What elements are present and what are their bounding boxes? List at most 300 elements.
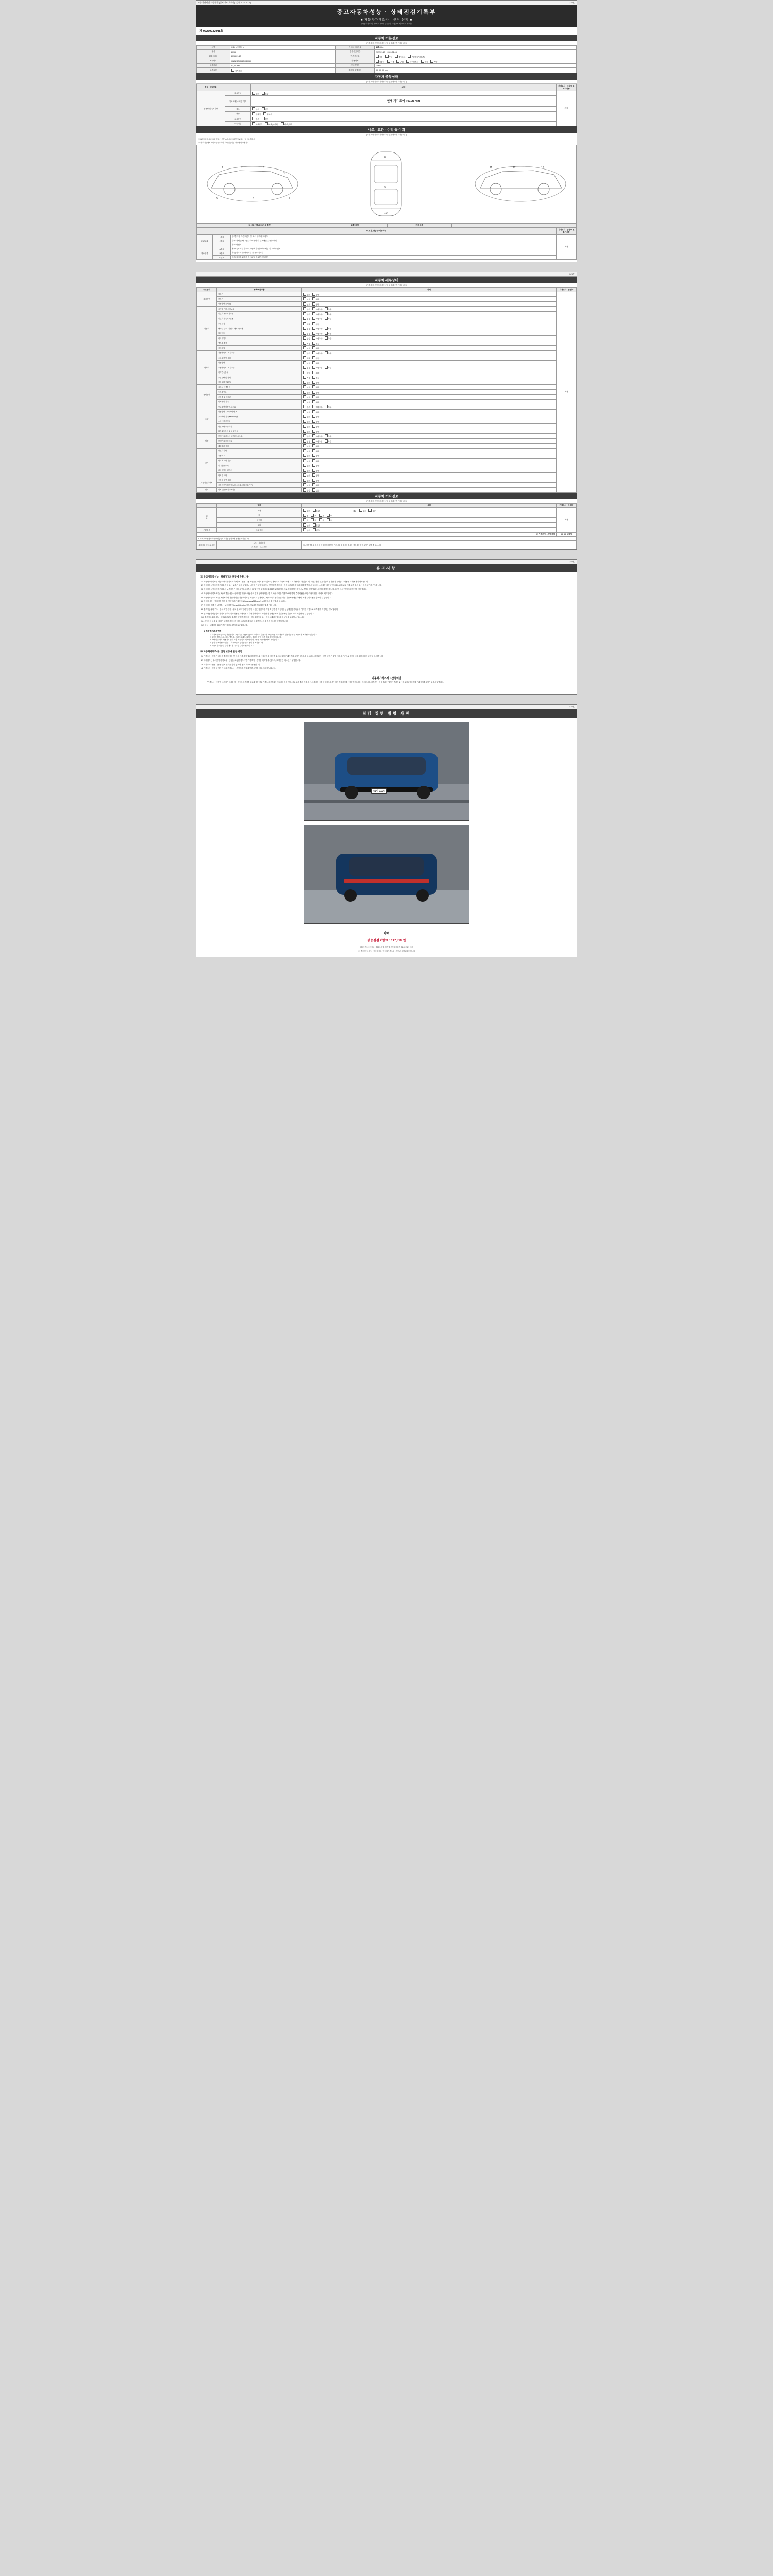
detail-item-6-2: 와이퍼 모터 기능 — [217, 458, 302, 463]
detail-state-6-4: 양호 불량 — [302, 468, 557, 473]
table-row — [197, 395, 577, 400]
table-row — [197, 287, 577, 292]
checkbox-self-warranty[interactable] — [231, 69, 234, 72]
checkbox-2-3-1[interactable] — [312, 366, 315, 369]
checkbox-4-2-0[interactable] — [303, 415, 306, 418]
svg-text:2: 2 — [241, 166, 243, 170]
special-sub-1: 가격조사 · 조사산정 — [217, 545, 302, 549]
table-row — [197, 59, 577, 64]
basic-label2-4: 원동기형식 — [336, 64, 375, 68]
checkbox-fuel-etc[interactable] — [430, 60, 433, 63]
notice-heading-2: ※ 자동차가격조사 · 산정 보증에 관한 사항 — [200, 650, 243, 653]
section-overall-note: (가격조사·산정자가 해당사항 있을때에만 기재합니다) — [196, 80, 577, 84]
overall-state-4: 없음 있음 — [251, 116, 557, 122]
table-row — [197, 444, 577, 449]
checkbox-1-6-1[interactable] — [312, 336, 315, 340]
checkbox-7-1-0[interactable] — [303, 483, 306, 486]
form-reference: 자동차관리법 시행규칙 [별지 제82호서식] (앞쪽 2021.1.13.) — [198, 1, 251, 4]
checkbox-recall-done[interactable] — [281, 122, 284, 125]
checkbox-1-2-2[interactable] — [325, 317, 328, 320]
checkbox-5-1-0[interactable] — [303, 439, 306, 443]
notice-list-3-item-1: 2. 매매업자는 매수인이 가격조사 · 산정을 요청한 경우에만 가격조사 · 산정을 의뢰할 수 있으며, 그 비용은 매수인이 부담합니다. — [201, 659, 301, 662]
detail-state-0-2: 양호 불량 — [302, 301, 557, 307]
checkbox-6-1-1[interactable] — [312, 454, 315, 457]
detail-group-2: 변속기 — [197, 350, 217, 385]
basic-label2-3: 사용연료 — [336, 59, 375, 64]
checkbox-1-8-1[interactable] — [312, 346, 315, 349]
checkbox-4-0-2[interactable] — [325, 405, 328, 408]
detail-item-4-0: 동력조향 작동 오일누유 — [217, 404, 302, 410]
detail-state-6-0: 양호 불량 — [302, 448, 557, 453]
checkbox-recall-na[interactable] — [252, 122, 255, 125]
basic-info-table — [196, 45, 577, 73]
checkbox-3-0-0[interactable] — [303, 385, 306, 388]
accident-summary-table — [196, 223, 577, 228]
notice-list-1-item-2: 3. 자동차성능상태점검기록부의 보증기간은 자동차인도일로부터 30일 이상, 주행거리 2,000킬로미터 이상으로 설정하여야 하며, 보증책임 선택범위에서 이행하여야 합니다. 다만, 그 중 먼저 도래한 것을 적용합니다. — [201, 588, 367, 591]
parts-right-value: 적정 — [557, 234, 577, 259]
checkbox-tire-rear[interactable] — [311, 518, 314, 521]
checkbox-3-2-1[interactable] — [312, 395, 315, 398]
checkbox-interior-good[interactable] — [359, 509, 362, 512]
checkbox-0-1-1[interactable] — [312, 297, 315, 300]
checkbox-1-6-2[interactable] — [325, 336, 328, 340]
footnote-2: [주] 중고자동차성능 · 상태점 검표 ( 자동차가격조사 · 산정 ) 산정결과 확인합니다. — [357, 950, 416, 953]
detail-state-1-0: 없음 미세누유 누유 — [302, 307, 557, 312]
table-row — [197, 487, 577, 493]
checkbox-1-7-0[interactable] — [303, 342, 306, 345]
detail-item-6-4: 라디에이터 팬 모터 — [217, 468, 302, 473]
part-rank-4: B랭크 — [213, 251, 231, 255]
sheet-4 — [196, 704, 577, 957]
detail-state-5-0: 없음 미세누유 누유 — [302, 434, 557, 439]
checkbox-2-1-0[interactable] — [303, 356, 306, 359]
etc-state-2: 전 후 좌 우 — [302, 518, 557, 523]
checkbox-6-5-1[interactable] — [312, 473, 315, 477]
checkbox-wheel-front[interactable] — [303, 514, 306, 517]
part-rank-5: C랭크 — [213, 255, 231, 259]
table-row — [197, 336, 577, 341]
checkbox-4-3-0[interactable] — [303, 420, 306, 423]
mileage-box: 현재 계기 표시 : 91,257km — [273, 97, 534, 105]
checkbox-4-1-1[interactable] — [312, 410, 315, 413]
checkbox-1-0-1[interactable] — [312, 307, 315, 310]
checkbox-1-5-0[interactable] — [303, 332, 306, 335]
etc-basic-item: 보유상태 — [217, 528, 302, 533]
checkbox-2-3-0[interactable] — [303, 366, 306, 369]
checkbox-3-1-0[interactable] — [303, 391, 306, 394]
checkbox-3-3-0[interactable] — [303, 400, 306, 403]
notice-list-3-item-2: 3. 가격조사 · 산정 내용은 법적 효력을 갖지 않으며, 참고 자료로 활용됩니다. — [201, 663, 261, 666]
table-row — [197, 458, 577, 463]
checkbox-recall-notdone[interactable] — [265, 122, 268, 125]
basic-value-2: 2016-01-17 — [230, 54, 336, 59]
checkbox-hybrid[interactable] — [406, 60, 409, 63]
checkbox-1-2-0[interactable] — [303, 317, 306, 320]
checkbox-8-0-0[interactable] — [303, 488, 306, 492]
checkbox-glass-bad[interactable] — [313, 523, 316, 527]
checkbox-2-3-2[interactable] — [325, 366, 328, 369]
detail-item-1-0: 로커암 커버 오일누유 — [217, 307, 302, 312]
checkbox-2-6-0[interactable] — [303, 381, 306, 384]
special-text: 튜닝불법여부 있음, 성능·상태점검기록부란 기재사항 및 중고차 특성상 비용부담 항목 도색은 있을 수 있습니다. — [302, 540, 577, 549]
checkbox-exterior-bad[interactable] — [313, 509, 316, 512]
table-row — [197, 292, 577, 297]
table-row — [197, 239, 577, 243]
overall-state-2: 없음 있음 — [251, 107, 557, 112]
table-row — [197, 508, 577, 513]
table-row — [197, 297, 577, 302]
table-row — [197, 255, 577, 259]
svg-text:5: 5 — [216, 197, 218, 200]
overall-item-1: 사고·교환·수리 등 이력 — [225, 96, 251, 107]
checkbox-4-5-1[interactable] — [312, 430, 315, 433]
checkbox-3-0-1[interactable] — [312, 385, 315, 388]
etc-basic-label: 기본품목 — [197, 528, 217, 533]
page-title: 중고자동차성능 · 상태점검기록부 — [337, 9, 436, 15]
checkbox-option-none[interactable] — [252, 117, 255, 120]
checkbox-basic-none[interactable] — [303, 528, 306, 531]
checkbox-2-4-0[interactable] — [303, 371, 306, 374]
table-row — [197, 540, 577, 545]
checkbox-auto[interactable] — [376, 55, 379, 58]
table-row — [197, 307, 577, 312]
table-row — [197, 536, 577, 540]
checkbox-2-1-1[interactable] — [312, 356, 315, 359]
checkbox-5-1-1[interactable] — [312, 439, 315, 443]
table-row — [197, 355, 577, 361]
notice-list-1-item-9: 10. 중고자동차의 성능 · 상태와 관련된 분쟁이 발생한 경우에는 한국소비자원 또는 자동차매매사업조합에 상담을 요청할 수 있습니다. — [201, 616, 305, 619]
checkbox-6-0-0[interactable] — [303, 449, 306, 452]
checkbox-2-0-0[interactable] — [303, 351, 306, 354]
section-basic-note: (가격조사·산정자가 해당사항 있을때에만 기재합니다) — [196, 41, 577, 45]
photo-front-graphic — [304, 722, 469, 820]
checkbox-2-5-0[interactable] — [303, 376, 306, 379]
oath-body: "가격조사 · 산정"은 소비자가 매매하려는 자동차의 가격을 알고자 하는 경우 가격조사·산정자가 자동차의 성능·상태, 사고·교환·수리 이력, 옵션, 주행거리 등을 종합적으로 조사하여 적정 가격을 산정하여 제시하는 제도입니다. 가격조사 · 산정 결과는 법적 구속력이 없는 참고자료이며 실제 거래금액과 차이가 있을 수 있습니다. — [207, 681, 444, 684]
checkbox-1-3-0[interactable] — [303, 322, 306, 325]
notice-list-3 — [196, 655, 577, 671]
part-group-0: 외판부위 — [197, 234, 213, 247]
sheet-4-header — [196, 705, 577, 709]
detail-item-4-3: 스티어링 조인트 — [217, 419, 302, 424]
notice-list-1-item-3: 4. 자동차매매업자 또는 보증기관은 성능 · 상태점검내용과 자동차의 실제 상태가 다른 경우 보증 수리를 이행하여야 하며, 수리비용은 보증기관의 범위 내에서 처리됩니다. — [201, 592, 333, 595]
notice-list-2-item-3: 4) 점검 시 확인할 수 없는 내부 구조물의 결함은 별도 협의 후 처리합니다. — [210, 641, 264, 644]
car-damage-diagram — [196, 145, 577, 223]
checkbox-6-2-1[interactable] — [312, 459, 315, 462]
checkbox-1-4-0[interactable] — [303, 327, 306, 330]
checkbox-4-5-0[interactable] — [303, 430, 306, 433]
checkbox-0-0-0[interactable] — [303, 293, 306, 296]
table-row — [197, 365, 577, 370]
detail-state-0-0: 양호 불량 — [302, 292, 557, 297]
checkbox-semiauto[interactable] — [395, 55, 398, 58]
accident-legend-2: ※ 하부 점검에서 육안가능구조이며, 기타 위별적인 상태에 변화에 참고 — [198, 141, 249, 144]
notice-list-1-item-8: 9. 중고자동차성능상태점검기록부의 기재내용을 고객에게 고지하지 아니하고 계약한 경우에는 소비자분쟁해결기준에 따라 배상받을 수 있습니다. — [201, 612, 314, 615]
etc-state-0: 양호 불량 내관 양호 불량 — [302, 508, 557, 513]
checkbox-6-3-0[interactable] — [303, 464, 306, 467]
footnote-1: [주] 가격조사산정료 : 제50조에 및 공단 및 산정료에 따른 제120조4에 의거 — [360, 946, 413, 949]
checkbox-wheel-right[interactable] — [327, 514, 330, 517]
detail-state-4-5: 양호 불량 — [302, 429, 557, 434]
table-row — [197, 424, 577, 429]
checkbox-1-8-0[interactable] — [303, 346, 306, 349]
detail-item-1-7: 냉각수 수량 — [217, 341, 302, 346]
part-list-0: ① 후드 ② 프론트팬더 ③ 도어 ④ 트렁크리드 — [231, 234, 557, 239]
diagram-top-view — [347, 148, 425, 220]
notice-list-1-item-0: 1. 자동차매매업자는 성능 · 상태점검기록부(제1조 · 산정 내용 포함)를 고객이 볼 수 있도록 게시하고 자동차 거래 시 교부할 의무가 있습니다. 다만, 점검 유효기간이 경과한 경우에는 그 내용을 고객에게 알려야 합니다. — [201, 580, 369, 583]
checkbox-diesel[interactable] — [387, 60, 390, 63]
page-number: (1/4면) — [568, 1, 575, 4]
detail-item-3-2: 추진축 및 베어링 — [217, 395, 302, 400]
checkbox-tire-front[interactable] — [303, 518, 306, 521]
table-row — [197, 64, 577, 68]
notice-list-1-item-1: 2. 자동차성능상태점검기록부 작성 또는 교부가 되지 않았거나 내용과 사실이 다르거나 부정확한 경우에는 자동차관리법에 따라 제재를 받을 수 있으며, 소비자는 자동차인도일로부터 30일 이내 보증 수리 또는 비용 청구가 가능합니다. — [201, 584, 382, 587]
table-row — [197, 414, 577, 419]
checkbox-5-2-1[interactable] — [312, 444, 315, 447]
parts-right-col: 가격조사 · 산정액 및 특기사항 — [557, 228, 577, 234]
table-row — [197, 434, 577, 439]
checkbox-5-0-1[interactable] — [312, 434, 315, 437]
checkbox-1-0-0[interactable] — [303, 307, 306, 310]
checkbox-5-0-0[interactable] — [303, 434, 306, 437]
table-row — [197, 522, 577, 528]
checkbox-2-6-1[interactable] — [312, 381, 315, 384]
detail-col-0: 주요장치 — [197, 287, 217, 292]
table-row — [197, 46, 577, 50]
detail-item-5-1: 브레이크 오일 누유 — [217, 438, 302, 444]
checkbox-1-5-2[interactable] — [325, 332, 328, 335]
page-number-2: (2/4면) — [568, 272, 575, 275]
detail-group-3: 동력전달 — [197, 385, 217, 404]
document-number-label: 제 — [199, 30, 203, 33]
photo-section-title: 점검 장면 촬영 사진 — [196, 709, 577, 718]
checkbox-2-2-0[interactable] — [303, 361, 306, 364]
svg-text:6: 6 — [253, 197, 254, 200]
accident-col-2: 판금·용접 — [388, 223, 452, 227]
page-subtitle: ■ 자동차가격조사 · 산정 선택 ■ — [360, 19, 413, 22]
checkbox-0-2-0[interactable] — [303, 302, 306, 306]
section-overall-title: 자동차 종합상태 — [196, 73, 577, 80]
checkbox-1-1-2[interactable] — [325, 312, 328, 315]
basic-label2-1: 검사유효기간 — [336, 50, 375, 54]
detail-state-2-0: 없음 미세누유 누유 — [302, 350, 557, 355]
table-row — [197, 346, 577, 351]
checkbox-6-0-1[interactable] — [312, 449, 315, 452]
detail-item-4-1: 작동상태 - 스티어링 펌프 — [217, 409, 302, 414]
part-rank-0: 1랭크 — [213, 234, 231, 239]
checkbox-1-4-1[interactable] — [312, 327, 315, 330]
detail-state-3-0: 양호 불량 — [302, 385, 557, 390]
checkbox-6-5-0[interactable] — [303, 473, 306, 477]
notice-title: 유의사항 — [196, 564, 577, 572]
part-list-3: ⑩ 프론트패널 ⑪ 크로스멤버 ⑫ 인사이드패널 ⑬ 사이드멤버 — [231, 247, 557, 251]
checkbox-gasoline[interactable] — [376, 60, 379, 63]
total-label: ※ 가격조사 · 산정 금액 — [197, 532, 557, 536]
checkbox-0-1-0[interactable] — [303, 297, 306, 300]
detail-state-2-1: 적정 부족 — [302, 355, 557, 361]
detail-item-6-3: 실내송풍 모터 — [217, 463, 302, 468]
overall-item-4: 주요옵션 — [225, 116, 251, 122]
checkbox-flood-none[interactable] — [252, 107, 255, 110]
checkbox-0-2-1[interactable] — [312, 302, 315, 306]
part-rank-2 — [213, 243, 231, 247]
detail-state-4-0: 없음 미세누유 누유 — [302, 404, 557, 410]
notice-list-2-item-1: 2) 소모성 부품(오일, 필터, 냉각수, 브레이크 패드, 타이어, 배터리 등)은 보증 범위에서 제외됩니다. — [210, 636, 282, 639]
checkbox-8-0-1[interactable] — [312, 488, 315, 492]
checkbox-4-1-0[interactable] — [303, 410, 306, 413]
checkbox-1-0-2[interactable] — [325, 307, 328, 310]
checkbox-1-4-2[interactable] — [325, 327, 328, 330]
table-row — [197, 68, 577, 73]
checkbox-0-0-1[interactable] — [312, 293, 315, 296]
checkbox-4-3-1[interactable] — [312, 420, 315, 423]
detail-state-5-1: 없음 미세누유 누유 — [302, 438, 557, 444]
checkbox-interior-bad[interactable] — [368, 509, 372, 512]
checkbox-2-5-1[interactable] — [312, 376, 315, 379]
checkbox-6-3-1[interactable] — [312, 464, 315, 467]
inspection-photo-rear — [304, 825, 469, 924]
checkbox-7-0-1[interactable] — [312, 479, 315, 482]
checkbox-1-3-1[interactable] — [312, 322, 315, 325]
detail-item-0-2: 작동상태(공회전) — [217, 301, 302, 307]
checkbox-5-1-2[interactable] — [325, 439, 328, 443]
checkbox-3-3-1[interactable] — [312, 400, 315, 403]
document-banner — [196, 5, 577, 27]
detail-state-1-4: 없음 미세누수 누수 — [302, 326, 557, 331]
sheet-3 — [196, 559, 577, 696]
checkbox-3-2-0[interactable] — [303, 395, 306, 398]
detail-group-6: 전기 — [197, 448, 217, 478]
page-legal-note: (자동차관리법 제58조 제1항, 같은 법 시행규칙 제120조 제1항) — [361, 23, 412, 25]
checkbox-3-1-1[interactable] — [312, 391, 315, 394]
detail-item-6-1: 시동 모터 — [217, 453, 302, 459]
checkbox-6-4-0[interactable] — [303, 469, 306, 472]
checkbox-5-0-2[interactable] — [325, 434, 328, 437]
section-etc-note: (가격조사·산정자가 해당사항 있을때에만 기재합니다) — [196, 499, 577, 503]
checkbox-4-0-1[interactable] — [312, 405, 315, 408]
svg-text:7: 7 — [289, 197, 290, 200]
detail-state-1-3: 적정 부족 — [302, 321, 557, 326]
detail-item-2-6: 작동상태(공회전) — [217, 380, 302, 385]
detail-state-2-2: 양호 불량 — [302, 360, 557, 365]
checkbox-2-0-2[interactable] — [325, 351, 328, 354]
notice-list-1-item-7: 8. 중고자동차의 구조 · 장치 확인 검사 · 사고 및 교체이력 등 기재 내용은 점검자가 직접 확인한 후 자동차성능상태점검기록부에 기재한 사항으로 고객에게 제공하는 정보입니다. — [201, 608, 339, 611]
checkbox-color-neutral[interactable] — [252, 112, 255, 115]
checkbox-bad[interactable] — [262, 92, 265, 95]
checkbox-6-2-0[interactable] — [303, 459, 306, 462]
overall-right-value: 적정 — [557, 91, 577, 126]
etc-item-1: 휠 — [217, 513, 302, 518]
svg-text:11: 11 — [490, 166, 493, 170]
detail-col-1: 항목/해당부품 — [217, 287, 302, 292]
checkbox-good[interactable] — [252, 92, 255, 95]
detail-item-1-4: 냉각수 누수 - 실린더 헤드/가스켓 — [217, 326, 302, 331]
detail-item-2-1: 오일유량 및 상태 — [217, 355, 302, 361]
checkbox-1-2-1[interactable] — [312, 317, 315, 320]
detail-item-7-0: 충전구 절연 상태 — [217, 478, 302, 483]
table-row — [197, 251, 577, 255]
table-row — [197, 107, 577, 112]
etc-item-2: 타이어 — [217, 518, 302, 523]
checkbox-exterior-good[interactable] — [303, 509, 306, 512]
checkbox-cvt[interactable] — [408, 55, 411, 58]
checkbox-4-2-1[interactable] — [312, 415, 315, 418]
sheet-1-header — [196, 1, 577, 5]
checkbox-4-0-0[interactable] — [303, 405, 306, 408]
notice-list-1-item-5: 6. 자동차 성능 · 상태점검 이력 및 정비이력은 자동차365(www.car365.go.kr) 누리집에서 확인할 수 있습니다. — [201, 600, 287, 603]
checkbox-electric[interactable] — [421, 60, 424, 63]
svg-text:4: 4 — [283, 171, 285, 175]
basic-label-1: 연식 — [197, 50, 230, 54]
detail-state-1-6: 없음 미세누수 누수 — [302, 336, 557, 341]
checkbox-7-1-1[interactable] — [312, 483, 315, 486]
part-list-4: ⑭ 휠하우스 ⑮ 대시패널 ⑯ 플로어패널 — [231, 251, 557, 255]
parts-title: ※ 교환, 판금 등 이상 부위 — [197, 228, 557, 234]
section-detail-note: (가격조사·산정자가 해당사항 있을때에만 기재합니다) — [196, 283, 577, 287]
checkbox-2-4-1[interactable] — [312, 371, 315, 374]
page-number-3: (3/4면) — [568, 560, 575, 563]
checkbox-color-chromatic[interactable] — [263, 112, 266, 115]
svg-text:12: 12 — [513, 166, 516, 170]
detail-state-4-2: 양호 불량 — [302, 414, 557, 419]
checkbox-tire-left[interactable] — [319, 518, 322, 521]
checkbox-option-yes[interactable] — [262, 117, 265, 120]
checkbox-basic-yes[interactable] — [313, 528, 316, 531]
basic-value-0: (K6) (4도어급 ) — [230, 46, 336, 50]
checkbox-4-4-0[interactable] — [303, 425, 306, 428]
checkbox-wheel-rear[interactable] — [311, 514, 314, 517]
detail-item-5-0: 브레이크 마스터 실린더오일누유 — [217, 434, 302, 439]
table-row — [197, 453, 577, 459]
checkbox-6-1-0[interactable] — [303, 454, 306, 457]
checkbox-tire-right[interactable] — [327, 518, 330, 521]
total-value: 0 0 0 0 0 원정 — [557, 532, 577, 536]
checkbox-1-1-0[interactable] — [303, 312, 306, 315]
detail-item-4-5: 타이로드엔드 및 볼 조인트 — [217, 429, 302, 434]
accident-col-1: 교환(교체) — [323, 223, 388, 227]
checkbox-manual[interactable] — [385, 55, 389, 58]
checkbox-1-1-1[interactable] — [312, 312, 315, 315]
checkbox-2-2-1[interactable] — [312, 361, 315, 364]
checkbox-1-5-1[interactable] — [312, 332, 315, 335]
table-row — [197, 478, 577, 483]
checkbox-1-6-0[interactable] — [303, 336, 306, 340]
checkbox-flood-yes[interactable] — [262, 107, 265, 110]
checkbox-4-4-1[interactable] — [312, 425, 315, 428]
checkbox-6-4-1[interactable] — [312, 469, 315, 472]
table-row — [197, 326, 577, 331]
section-etc-title: 자동차 기타정보 — [196, 493, 577, 499]
checkbox-glass-good[interactable] — [303, 523, 306, 527]
detail-group-7: 고전원전기장치 — [197, 478, 217, 487]
detail-item-6-0: 발전기 출력 — [217, 448, 302, 453]
detail-state-6-1: 양호 불량 — [302, 453, 557, 459]
inspection-fee: 성능점검보험료 : 117,810 원 — [367, 939, 406, 943]
checkbox-lpg[interactable] — [396, 60, 399, 63]
detail-state-2-3: 없음 미세누유 누유 — [302, 365, 557, 370]
checkbox-1-7-1[interactable] — [312, 342, 315, 345]
svg-text:10: 10 — [384, 211, 388, 215]
table-row — [197, 234, 577, 239]
overall-item-2: 침수 — [225, 107, 251, 112]
checkbox-5-2-0[interactable] — [303, 444, 306, 447]
detail-state-5-2: 양호 불량 — [302, 444, 557, 449]
checkbox-7-0-0[interactable] — [303, 479, 306, 482]
detail-item-4-2: 스티어링 기어(MDPS포함) — [217, 414, 302, 419]
checkbox-wheel-left[interactable] — [319, 514, 322, 517]
checkbox-2-0-1[interactable] — [312, 351, 315, 354]
detail-item-0-1: 변속기 — [217, 297, 302, 302]
basic-label-5: 보증유형 — [197, 68, 230, 73]
